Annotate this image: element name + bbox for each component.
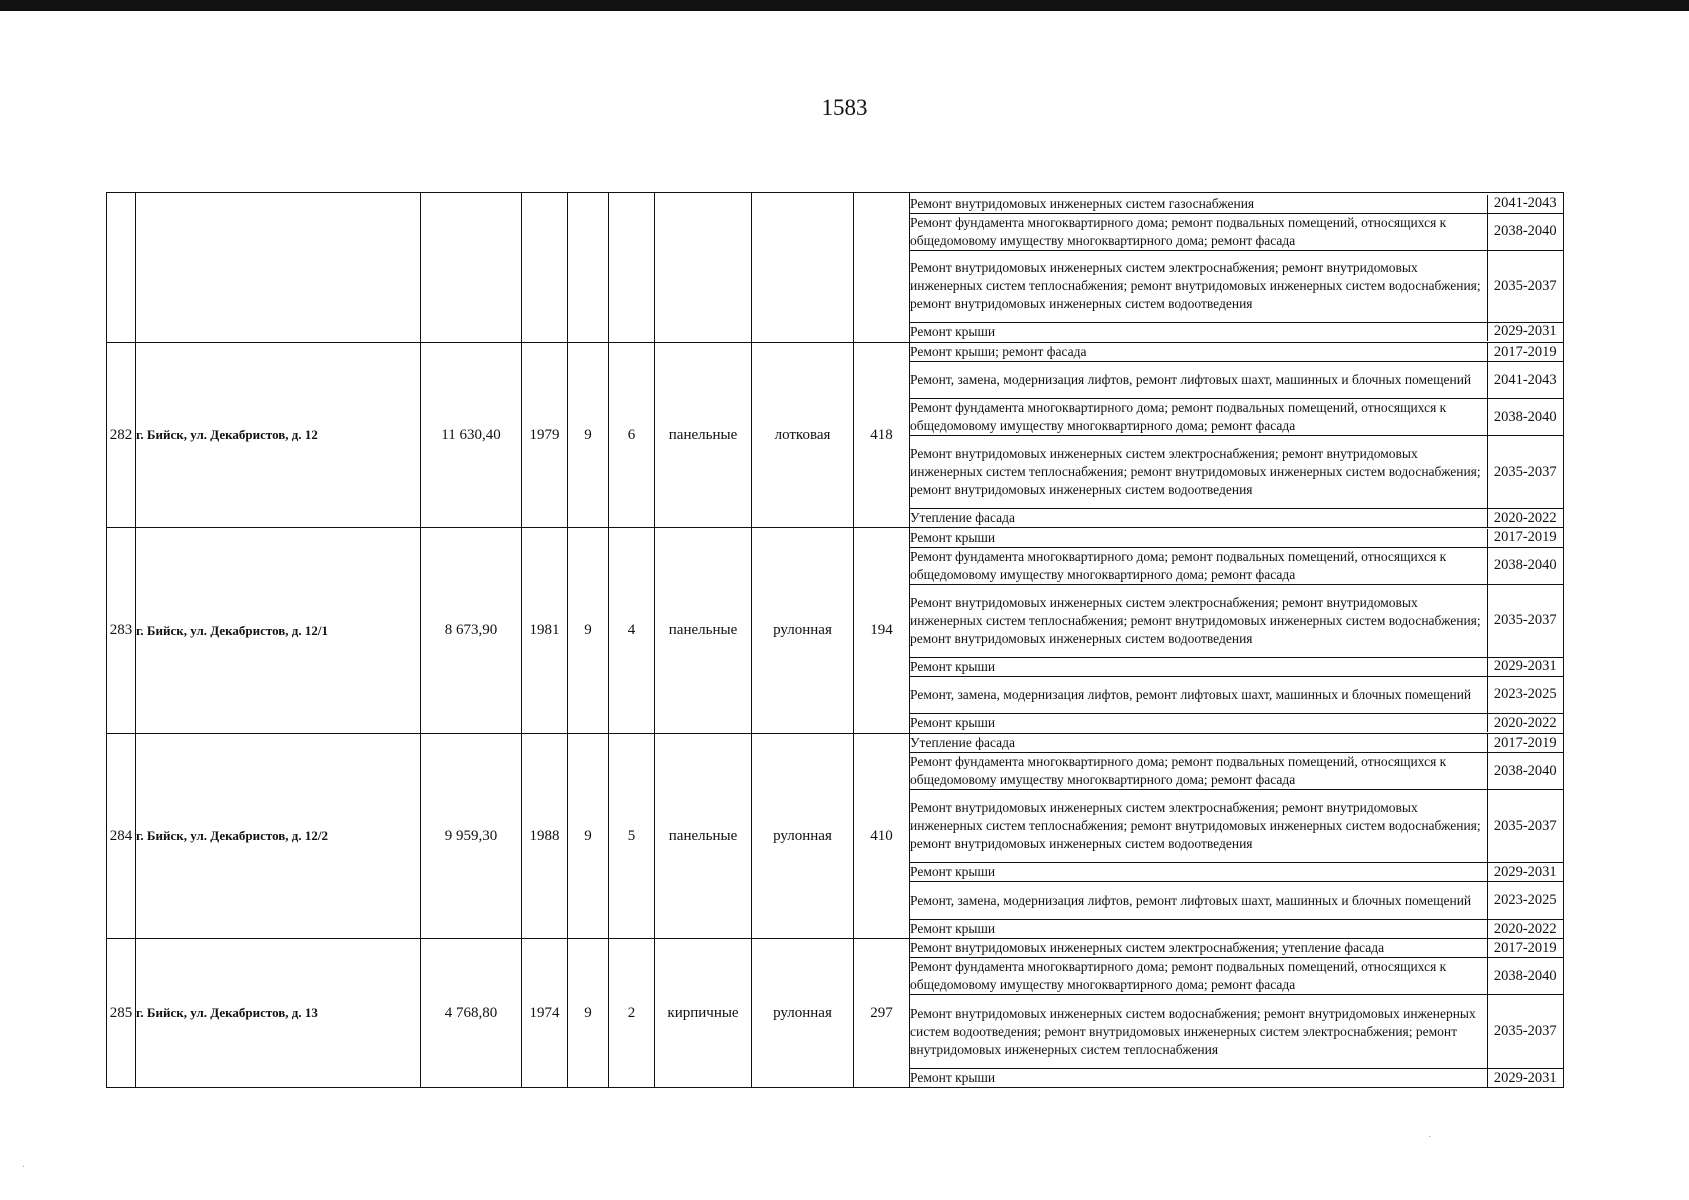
work-item <box>910 790 1563 863</box>
work-item <box>910 676 1563 713</box>
floor-count-cell: 9 <box>568 528 609 734</box>
work-period: 2035-2037 <box>1487 436 1563 509</box>
works-cell <box>910 528 1564 734</box>
wall-material-cell <box>655 193 752 343</box>
work-item <box>910 213 1563 250</box>
work-description: Ремонт крыши; ремонт фасада <box>910 343 1487 362</box>
table-row <box>107 343 1564 528</box>
roof-type-cell: рулонная <box>752 528 854 734</box>
year-built-cell <box>522 193 568 343</box>
work-description: Ремонт фундамента многоквартирного дома; ремонт подвальных помещений, относящихся к общедомовому имуществу многоквартирного дома; ремонт фасада <box>910 547 1487 584</box>
work-period: 2029-2031 <box>1493 323 1557 339</box>
work-description: Ремонт, замена, модернизация лифтов, ремонт лифтовых шахт, машинных и блочных помещений <box>910 676 1487 713</box>
work-description: Ремонт внутридомовых инженерных систем электроснабжения; ремонт внутридомовых инженерных систем теплоснабжения; ремонт внутридомовых инженерных систем водоснабжения; ремонт внутридомовых инженерных систем водоотведения <box>910 584 1487 657</box>
scan-speck: · <box>22 1162 26 1173</box>
work-description: Ремонт крыши <box>910 322 1487 341</box>
resident-count-cell: 418 <box>854 343 910 528</box>
work-item <box>910 753 1563 790</box>
works-list <box>910 529 1563 733</box>
work-period: 2017-2019 <box>1487 343 1563 362</box>
area-value-cell <box>421 193 522 343</box>
work-description: Ремонт крыши <box>910 529 1487 548</box>
work-description: Ремонт фундамента многоквартирного дома; ремонт подвальных помещений, относящихся к общедомовому имуществу многоквартирного дома; ремонт фасада <box>910 958 1487 995</box>
work-period: 2035-2037 <box>1487 790 1563 863</box>
entrance-count-cell: 4 <box>609 528 655 734</box>
work-item <box>910 863 1563 882</box>
work-item <box>910 882 1563 920</box>
works-cell <box>910 193 1564 343</box>
work-period: 2041-2043 <box>1487 195 1563 214</box>
resident-count-cell: 410 <box>854 734 910 939</box>
work-description: Ремонт крыши <box>910 1069 1487 1088</box>
work-period: 2017-2019 <box>1487 734 1563 753</box>
work-period: 2038-2040 <box>1487 399 1563 436</box>
work-item <box>910 657 1563 676</box>
roof-type-cell <box>752 193 854 343</box>
works-cell <box>910 939 1564 1088</box>
work-period: 2041-2043 <box>1487 362 1563 399</box>
table-row <box>107 528 1564 734</box>
work-description: Ремонт фундамента многоквартирного дома; ремонт подвальных помещений, относящихся к общедомовому имуществу многоквартирного дома; ремонт фасада <box>910 753 1487 790</box>
work-period: 2017-2019 <box>1487 529 1563 548</box>
floor-count-cell: 9 <box>568 343 609 528</box>
work-period: 2035-2037 <box>1487 250 1563 322</box>
work-item <box>910 436 1563 509</box>
work-item <box>910 529 1563 548</box>
works-list <box>910 343 1563 527</box>
work-period: 2020-2022 <box>1493 920 1557 937</box>
work-description: Утепление фасада <box>910 734 1487 753</box>
work-item <box>910 1069 1563 1088</box>
work-period: 2038-2040 <box>1487 547 1563 584</box>
entrance-count-cell: 5 <box>609 734 655 939</box>
repair-schedule-table <box>106 192 1564 1088</box>
address-cell: г. Бийск, ул. Декабристов, д. 12/1 <box>136 528 421 734</box>
work-item <box>910 920 1563 939</box>
work-item <box>910 250 1563 322</box>
table-row <box>107 734 1564 939</box>
wall-material-cell: панельные <box>655 343 752 528</box>
row-number-cell <box>107 193 136 343</box>
roof-type-cell: рулонная <box>752 734 854 939</box>
table-row <box>107 193 1564 343</box>
work-item <box>910 734 1563 753</box>
floor-count-cell: 9 <box>568 734 609 939</box>
work-period: 2020-2022 <box>1493 714 1557 731</box>
work-period: 2029-2031 <box>1487 657 1563 676</box>
work-description: Ремонт фундамента многоквартирного дома; ремонт подвальных помещений, относящихся к общедомовому имуществу многоквартирного дома; ремонт фасада <box>910 399 1487 436</box>
roof-type-cell: лотковая <box>752 343 854 528</box>
work-item <box>910 547 1563 584</box>
row-number-cell: 283 <box>107 528 136 734</box>
address-cell: г. Бийск, ул. Декабристов, д. 12/2 <box>136 734 421 939</box>
work-period: 2017-2019 <box>1487 939 1563 958</box>
work-description: Ремонт внутридомовых инженерных систем электроснабжения; ремонт внутридомовых инженерных систем теплоснабжения; ремонт внутридомовых инженерных систем водоснабжения; ремонт внутридомовых инженерных систем водоотведения <box>910 250 1487 322</box>
address-cell <box>136 193 421 343</box>
entrance-count-cell: 2 <box>609 939 655 1088</box>
work-description: Ремонт внутридомовых инженерных систем электроснабжения; утепление фасада <box>910 939 1487 958</box>
wall-material-cell: панельные <box>655 528 752 734</box>
work-period: 2035-2037 <box>1487 584 1563 657</box>
works-cell <box>910 343 1564 528</box>
work-item <box>910 322 1563 341</box>
work-description: Ремонт крыши <box>910 920 1487 939</box>
work-period: 2038-2040 <box>1487 753 1563 790</box>
work-period: 2035-2037 <box>1487 995 1563 1069</box>
resident-count-cell: 297 <box>854 939 910 1088</box>
year-built-cell: 1979 <box>522 343 568 528</box>
work-item <box>910 995 1563 1069</box>
wall-material-cell: панельные <box>655 734 752 939</box>
work-description: Ремонт внутридомовых инженерных систем водоснабжения; ремонт внутридомовых инженерных систем водоотведения; ремонт внутридомовых инженерных систем электроснабжения; ремонт внутридомовых инженерных систем теплоснабжения <box>910 995 1487 1069</box>
area-value-cell: 8 673,90 <box>421 528 522 734</box>
work-period: 2023-2025 <box>1487 676 1563 713</box>
scan-speck: · <box>1428 1132 1432 1143</box>
resident-count-cell: 194 <box>854 528 910 734</box>
scan-top-border <box>0 0 1689 11</box>
wall-material-cell: кирпичные <box>655 939 752 1088</box>
work-period: 2020-2022 <box>1493 509 1557 526</box>
work-description: Ремонт внутридомовых инженерных систем электроснабжения; ремонт внутридомовых инженерных систем теплоснабжения; ремонт внутридомовых инженерных систем водоснабжения; ремонт внутридомовых инженерных систем водоотведения <box>910 436 1487 509</box>
work-item <box>910 195 1563 214</box>
year-built-cell: 1981 <box>522 528 568 734</box>
work-item <box>910 939 1563 958</box>
work-description: Утепление фасада <box>910 509 1487 528</box>
floor-count-cell: 9 <box>568 939 609 1088</box>
work-description: Ремонт крыши <box>910 657 1487 676</box>
work-description: Ремонт крыши <box>910 863 1487 882</box>
floor-count-cell <box>568 193 609 343</box>
work-period: 2038-2040 <box>1487 213 1563 250</box>
work-description: Ремонт фундамента многоквартирного дома; ремонт подвальных помещений, относящихся к общедомовому имуществу многоквартирного дома; ремонт фасада <box>910 213 1487 250</box>
address-cell: г. Бийск, ул. Декабристов, д. 13 <box>136 939 421 1088</box>
works-cell <box>910 734 1564 939</box>
work-item <box>910 584 1563 657</box>
area-value-cell: 11 630,40 <box>421 343 522 528</box>
table-body <box>107 193 1564 1088</box>
works-list <box>910 939 1563 1087</box>
work-period: 2038-2040 <box>1487 958 1563 995</box>
work-item <box>910 343 1563 362</box>
address-cell: г. Бийск, ул. Декабристов, д. 12 <box>136 343 421 528</box>
row-number-cell: 282 <box>107 343 136 528</box>
work-item <box>910 362 1563 399</box>
table-row <box>107 939 1564 1088</box>
work-item <box>910 713 1563 732</box>
year-built-cell: 1974 <box>522 939 568 1088</box>
work-description: Ремонт внутридомовых инженерных систем электроснабжения; ремонт внутридомовых инженерных систем теплоснабжения; ремонт внутридомовых инженерных систем водоснабжения; ремонт внутридомовых инженерных систем водоотведения <box>910 790 1487 863</box>
work-item <box>910 399 1563 436</box>
work-description: Ремонт, замена, модернизация лифтов, ремонт лифтовых шахт, машинных и блочных помещений <box>910 362 1487 399</box>
works-list <box>910 734 1563 938</box>
work-period: 2029-2031 <box>1487 863 1563 882</box>
area-value-cell: 9 959,30 <box>421 734 522 939</box>
work-description: Ремонт крыши <box>910 713 1487 732</box>
work-period: 2023-2025 <box>1487 882 1563 920</box>
area-value-cell: 4 768,80 <box>421 939 522 1088</box>
work-description: Ремонт внутридомовых инженерных систем газоснабжения <box>910 195 1487 214</box>
page-number: 1583 <box>821 95 868 120</box>
entrance-count-cell: 6 <box>609 343 655 528</box>
works-list <box>910 195 1563 341</box>
row-number-cell: 284 <box>107 734 136 939</box>
work-period: 2029-2031 <box>1493 1069 1557 1086</box>
year-built-cell: 1988 <box>522 734 568 939</box>
resident-count-cell <box>854 193 910 343</box>
work-item <box>910 509 1563 528</box>
row-number-cell: 285 <box>107 939 136 1088</box>
work-description: Ремонт, замена, модернизация лифтов, ремонт лифтовых шахт, машинных и блочных помещений <box>910 882 1487 920</box>
roof-type-cell: рулонная <box>752 939 854 1088</box>
work-item <box>910 958 1563 995</box>
entrance-count-cell <box>609 193 655 343</box>
